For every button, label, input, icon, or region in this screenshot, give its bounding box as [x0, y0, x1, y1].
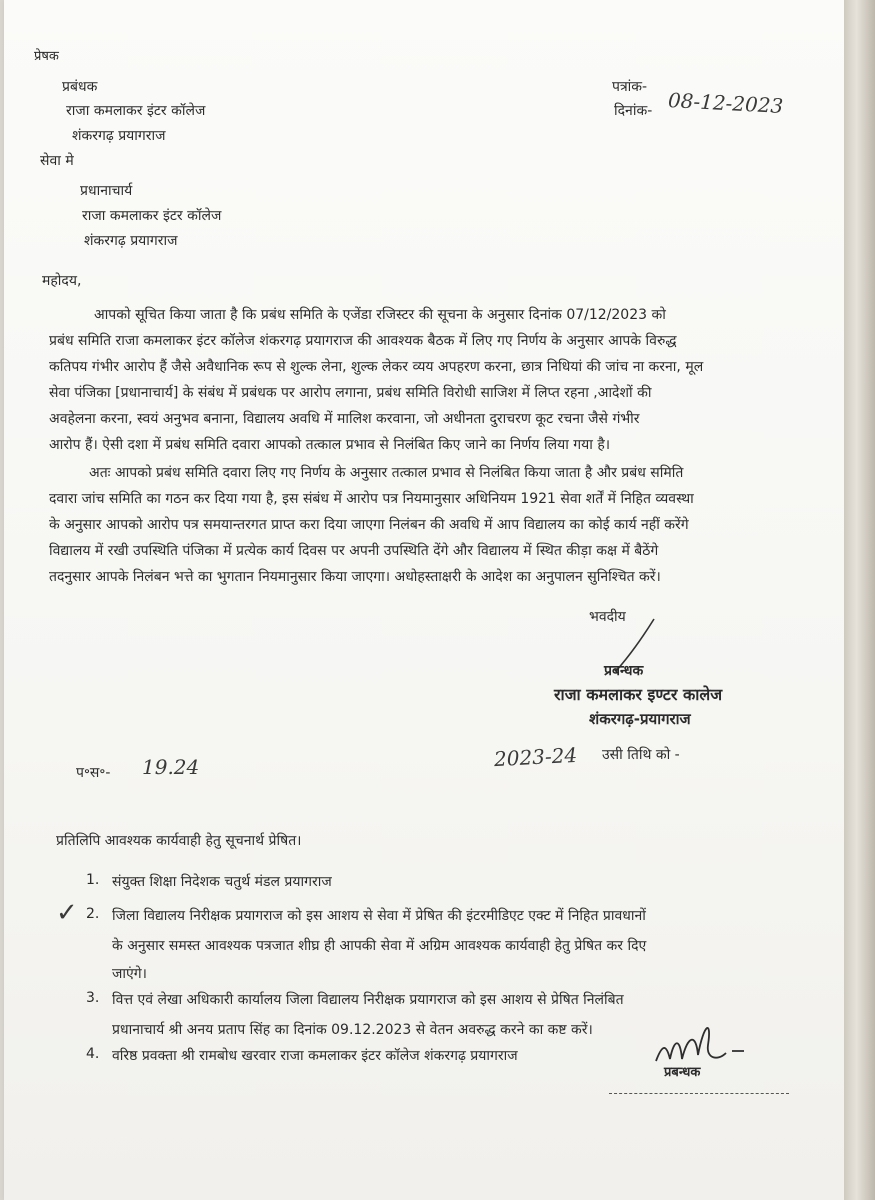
- paragraph-1-line: कतिपय गंभीर आरोप हैं जैसे अवैधानिक रूप से शुल्क लेना, शुल्क लेकर व्यय अपहरण करना, छात्र निधियां की जांच ना करना, मूल: [49, 359, 704, 375]
- paragraph-2: [49, 460, 799, 590]
- sender-label: प्रेषक: [34, 49, 59, 64]
- sender-place: शंकरगढ़ प्रयागराज: [72, 128, 166, 144]
- paragraph-1-line: आपको सूचित किया जाता है कि प्रबंध समिति के एजेंडा रजिस्टर की सूचना के अनुसार दिनांक 07/12/2023 को: [94, 307, 666, 323]
- copy-item-2-line: के अनुसार समस्त आवश्यक पत्रजात शीघ्र ही आपकी सेवा में अग्रिम आवश्यक कार्यवाही हेतु प्रेषित कर दिए: [112, 938, 647, 954]
- dinank-label: दिनांक-: [614, 103, 653, 119]
- bottom-signature-mark: [652, 1015, 762, 1070]
- sender-institution: राजा कमलाकर इंटर कॉलेज: [66, 103, 206, 119]
- copy-item-3-number: 3.: [86, 990, 100, 1006]
- salutation: महोदय,: [42, 273, 82, 289]
- copy-item-2-line: जिला विद्यालय निरीक्षक प्रयागराज को इस आशय से सेवा में प्रेषित की इंटरमीडिएट एक्ट में निहित प्रावधानों: [112, 908, 646, 924]
- recipient-designation: प्रधानाचार्य: [80, 183, 133, 199]
- patra-sankhya-number: 19.24: [142, 755, 200, 779]
- patra-sankhya-year: 2023-24: [493, 742, 578, 772]
- dinank-handwritten: 08-12-2023: [667, 87, 784, 119]
- copy-item-2-line: जाएंगे।: [112, 966, 147, 982]
- closing: भवदीय: [589, 609, 626, 625]
- recipient-label: सेवा मे: [40, 153, 74, 169]
- paragraph-2-line: दवारा जांच समिति का गठन कर दिया गया है, इस संबंध में आरोप पत्र नियमानुसार अधिनियम 1921 सेवा शर्तें में निहित व्यवस्था: [49, 491, 694, 507]
- same-date-text: उसी तिथि को -: [602, 747, 680, 763]
- copy-heading: प्रतिलिपि आवश्यक कार्यवाही हेतु सूचनार्थ प्रेषित।: [56, 833, 302, 849]
- copy-item-4-line: वरिष्ठ प्रवक्ता श्री रामबोध खरवार राजा कमलाकर इंटर कॉलेज शंकरगढ़ प्रयागराज: [112, 1048, 518, 1064]
- paragraph-2-line: के अनुसार आपको आरोप पत्र समयान्तरगत प्राप्त करा दिया जाएगा निलंबन की अवधि में आप विद्यालय का कोई कार्य नहीं करेंगे: [49, 517, 689, 533]
- stamp-institution: राजा कमलाकर इण्टर कालेज: [554, 685, 723, 704]
- paragraph-2-line: अतः आपको प्रबंध समिति दवारा लिए गए निर्णय के अनुसार तत्काल प्रभाव से निलंबित किया जाता है और प्रबंध समिति: [89, 465, 684, 481]
- paragraph-1-line: सेवा पंजिका [प्रधानाचार्य] के संबंध में प्रबंधक पर आरोप लगाना, प्रबंध समिति विरोधी साजिश में लिप्त रहना ,आदेशों की: [49, 385, 652, 401]
- letter-page: [4, 0, 844, 1200]
- copy-item-2-number: 2.: [86, 906, 100, 922]
- checkmark-icon: ✓: [56, 898, 78, 928]
- recipient-place: शंकरगढ़ प्रयागराज: [84, 233, 178, 249]
- copy-item-1-number: 1.: [86, 872, 100, 888]
- copy-item-3-line: प्रधानाचार्य श्री अनय प्रताप सिंह का दिनांक 09.12.2023 से वेतन अवरुद्ध करने का कष्ट करें।: [112, 1022, 593, 1038]
- stamp-designation: प्रबन्धक: [604, 663, 644, 679]
- paragraph-1-line: अवहेलना करना, स्वयं अनुभव बनाना, विद्यालय अवधि में मालिश करवाना, जो अधीनता दुराचरण कूट रचना जैसे गंभीर: [49, 411, 640, 427]
- patrank-label: पत्रांक-: [612, 79, 648, 95]
- copy-item-4-number: 4.: [86, 1046, 100, 1062]
- bottom-divider: [609, 1093, 789, 1094]
- patra-sankhya-label: प॰स॰-: [76, 765, 111, 781]
- sender-designation: प्रबंधक: [62, 79, 98, 95]
- paragraph-2-line: तदनुसार आपके निलंबन भत्ते का भुगतान नियमानुसार किया जाएगा। अधोहस्ताक्षरी के आदेश का अनुपालन सुनिश्चित करें।: [49, 569, 661, 585]
- paragraph-1: [49, 302, 799, 458]
- paragraph-1-line: आरोप हैं। ऐसी दशा में प्रबंध समिति दवारा आपको तत्काल प्रभाव से निलंबित किए जाने का निर्णय लिया गया है।: [49, 437, 611, 453]
- paper-edge: [844, 0, 875, 1200]
- recipient-institution: राजा कमलाकर इंटर कॉलेज: [82, 208, 222, 224]
- copy-item-3-line: वित्त एवं लेखा अधिकारी कार्यालय जिला विद्यालय निरीक्षक प्रयागराज को इस आशय से प्रेषित निलंबित: [112, 992, 624, 1008]
- paragraph-1-line: प्रबंध समिति राजा कमलाकर इंटर कॉलेज शंकरगढ़ प्रयागराज की आवश्यक बैठक में लिए गए निर्णय के अनुसार आपके विरुद्ध: [49, 333, 677, 349]
- bottom-stamp-designation: प्रबन्धक: [664, 1065, 701, 1080]
- paragraph-2-line: विद्यालय में रखी उपस्थिति पंजिका में प्रत्येक कार्य दिवस पर अपनी उपस्थिति देंगे और विद्यालय में स्थित कीड़ा कक्ष में बैठेंगे: [49, 543, 659, 559]
- stamp-place: शंकरगढ़-प्रयागराज: [589, 710, 691, 728]
- copy-item-1-line: संयुक्त शिक्षा निदेशक चतुर्थ मंडल प्रयागराज: [112, 874, 332, 890]
